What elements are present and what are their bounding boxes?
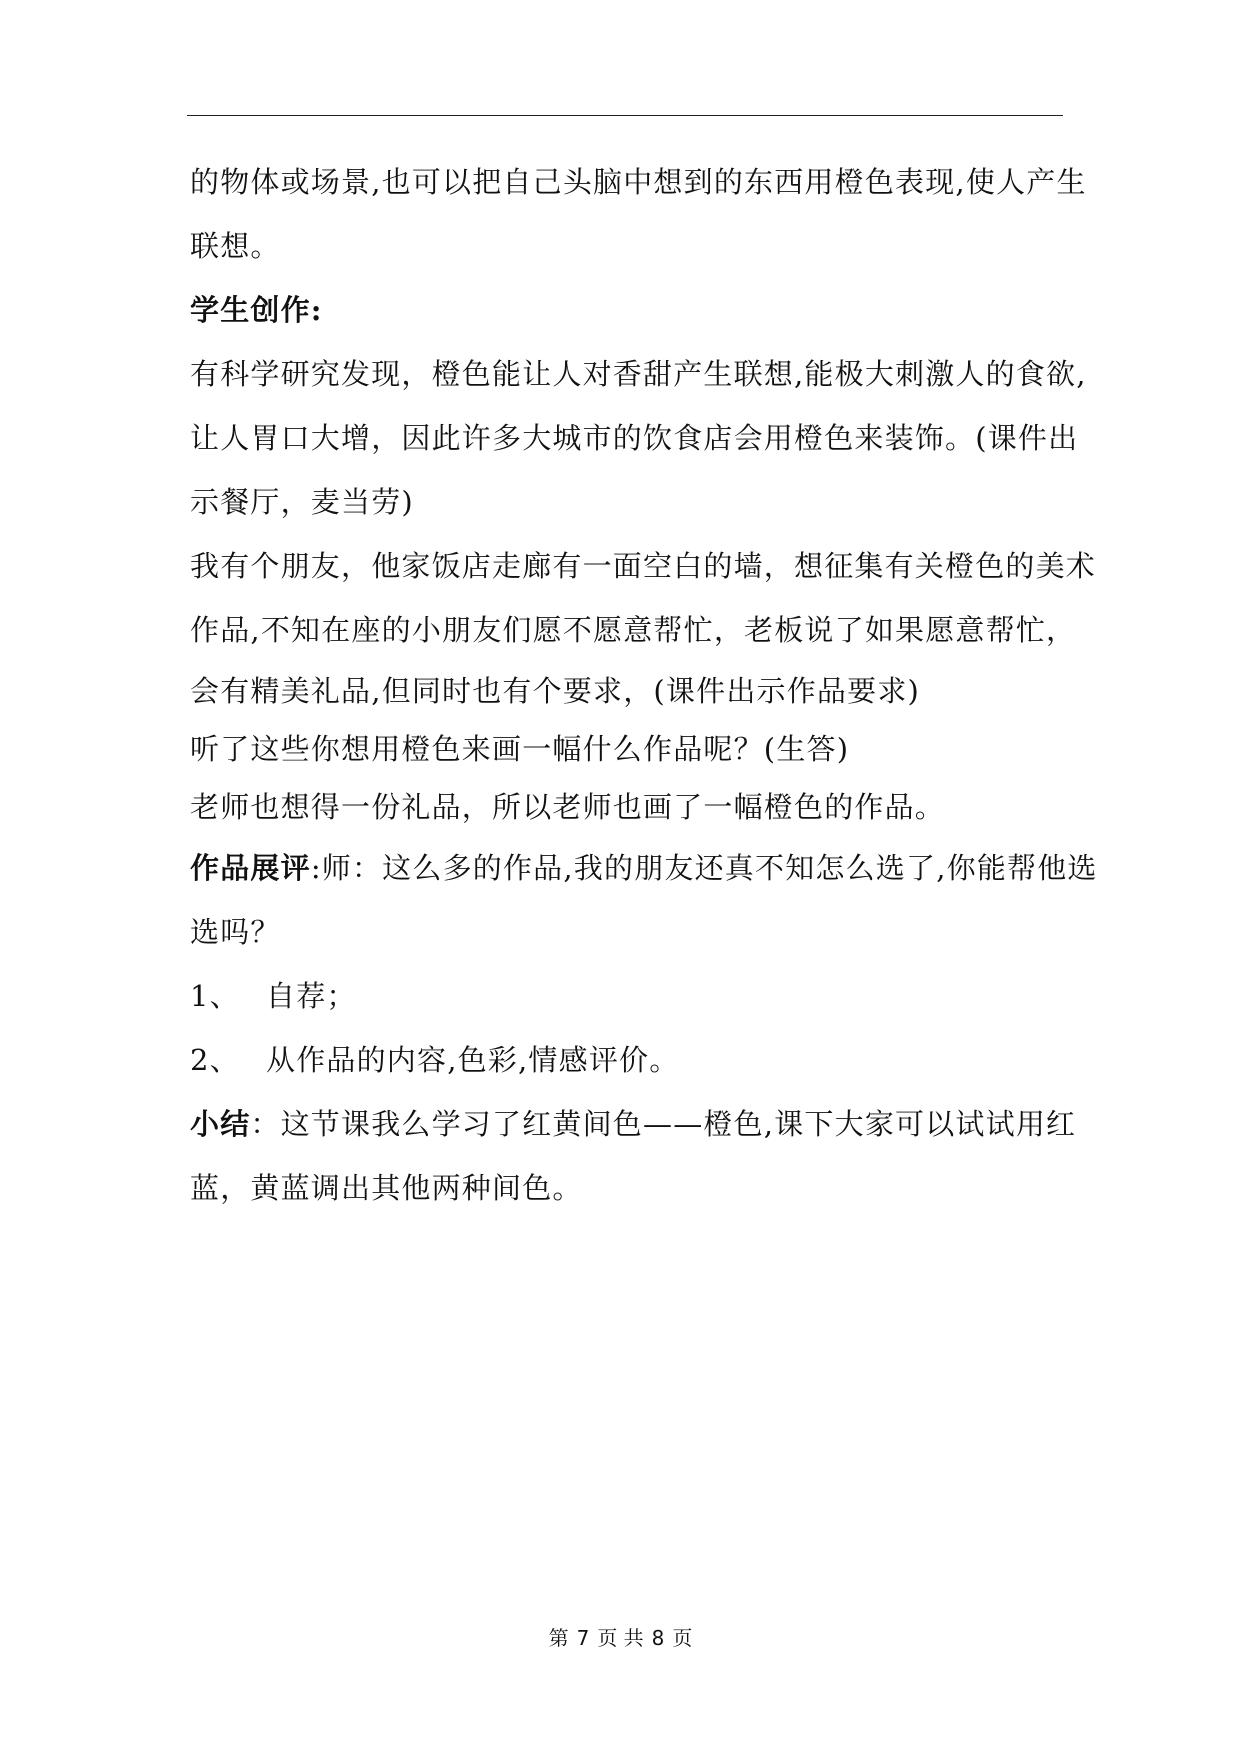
creation-para1-line2: 让人胃口大增，因此许多大城市的饮食店会用橙色来装饰。(课件出 xyxy=(190,421,1079,455)
summary-line-1 xyxy=(190,1092,1077,1156)
header-rule xyxy=(187,115,1063,116)
continuation-line-1: 的物体或场景,也可以把自己头脑中想到的东西用橙色表现,使人产生 xyxy=(190,165,1087,199)
evaluation-heading: 作品展评 xyxy=(190,851,311,885)
evaluation-line-2: 选吗？ xyxy=(190,915,281,949)
footer-total-pages: 8 xyxy=(651,1626,665,1650)
continuation-line-2: 联想。 xyxy=(190,229,281,263)
list-item xyxy=(190,964,1070,1028)
creation-para2-line3: 会有精美礼品,但同时也有个要求，(课件出示作品要求) xyxy=(190,674,921,708)
creation-para1-line3: 示餐厅，麦当劳) xyxy=(190,485,414,519)
document-body xyxy=(190,150,1098,1220)
creation-para1-line1: 有科学研究发现，橙色能让人对香甜产生联想,能极大刺激人的食欲, xyxy=(190,357,1087,391)
footer-prefix: 第 xyxy=(548,1626,569,1650)
footer-suffix: 页 xyxy=(672,1626,693,1650)
footer-middle: 页 共 xyxy=(597,1626,644,1650)
evaluation-line-1 xyxy=(190,836,1098,900)
footer-current-page: 7 xyxy=(576,1626,590,1650)
creation-para3: 听了这些你想用橙色来画一幅什么作品呢？(生答) xyxy=(190,732,850,766)
evaluation-text-1: :师：这么多的作品,我的朋友还真不知怎么选了,你能帮他选 xyxy=(310,851,1098,885)
list-item xyxy=(190,1028,1070,1092)
summary-line-2: 蓝，黄蓝调出其他两种间色。 xyxy=(190,1171,583,1205)
creation-para4: 老师也想得一份礼品，所以老师也画了一幅橙色的作品。 xyxy=(190,790,946,824)
list-text: 从作品的内容,色彩,情感评价。 xyxy=(266,1043,680,1077)
list-number: 2、 xyxy=(190,1043,240,1077)
page-footer xyxy=(0,1622,1241,1651)
creation-para2-line1: 我有个朋友，他家饭店走廊有一面空白的墙，想征集有关橙色的美术 xyxy=(190,549,1097,583)
creation-para2-line2: 作品,不知在座的小朋友们愿不愿意帮忙，老板说了如果愿意帮忙， xyxy=(190,613,1077,647)
summary-heading: 小结 xyxy=(190,1107,251,1141)
list-number: 1、 xyxy=(190,979,240,1013)
list-text: 自荐； xyxy=(266,979,357,1013)
summary-text-1: ：这节课我么学习了红黄间色——橙色,课下大家可以试试用红 xyxy=(250,1107,1077,1141)
creation-heading: 学生创作: xyxy=(190,293,323,327)
